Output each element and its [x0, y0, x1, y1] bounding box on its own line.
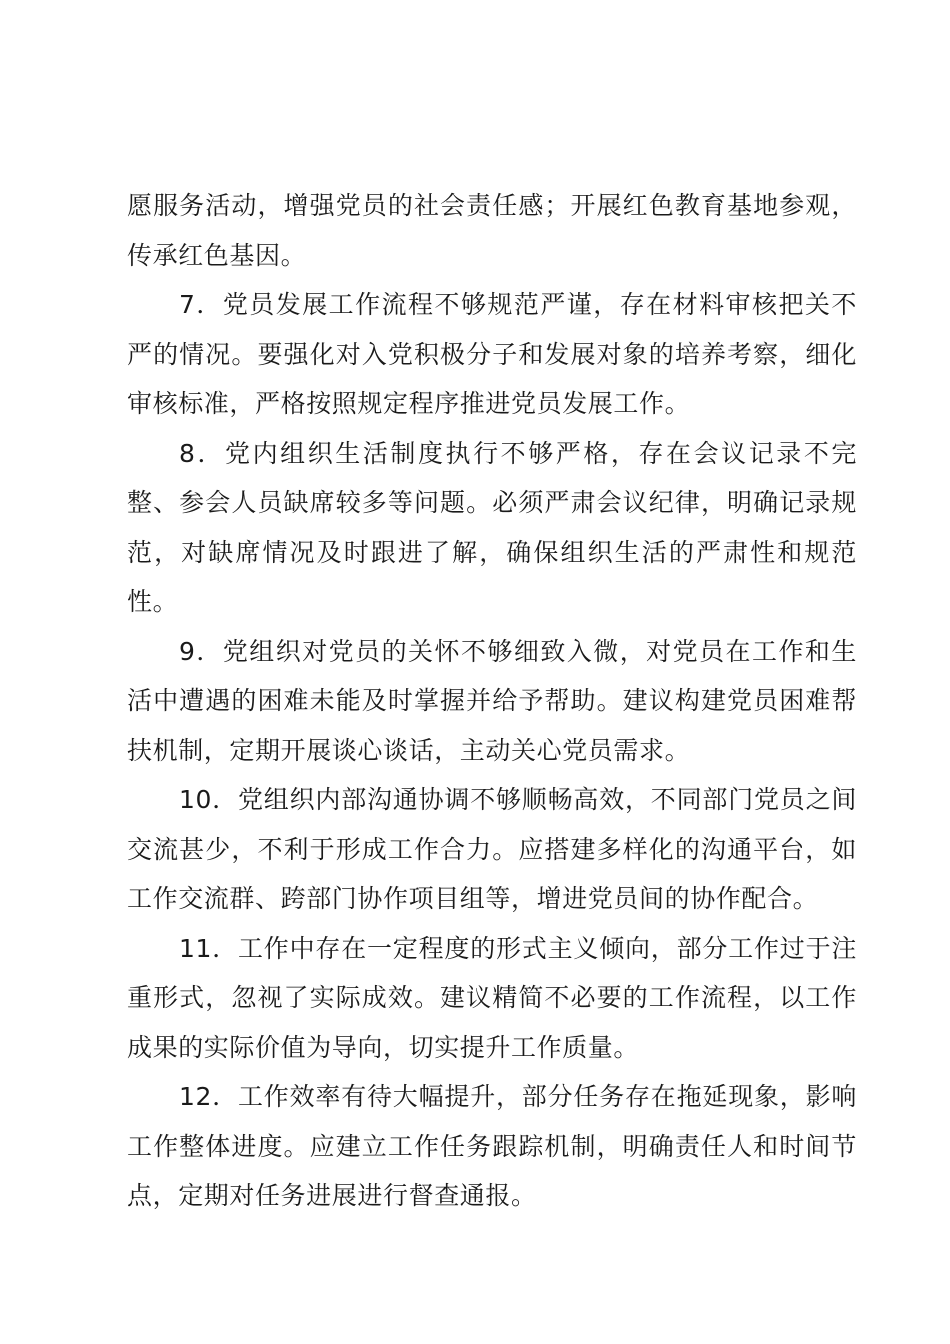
paragraph-item-10: 10．党组织内部沟通协调不够顺畅高效，不同部门党员之间交流甚少，不利于形成工作合力。应搭建多样化的沟通平台，如工作交流群、跨部门协作项目组等，增进党员间的协作配合。 — [127, 785, 857, 913]
document-body — [127, 181, 857, 1221]
paragraph-item-7: 7．党员发展工作流程不够规范严谨，存在材料审核把关不严的情况。要强化对入党积极分子和发展对象的培养考察，细化审核标准，严格按照规定程序推进党员发展工作。 — [127, 290, 857, 418]
paragraph-item-9: 9．党组织对党员的关怀不够细致入微，对党员在工作和生活中遭遇的困难未能及时掌握并给予帮助。建议构建党员困难帮扶机制，定期开展谈心谈话，主动关心党员需求。 — [127, 636, 857, 765]
paragraph-item-8: 8．党内组织生活制度执行不够严格，存在会议记录不完整、参会人员缺席较多等问题。必须严肃会议纪律，明确记录规范，对缺席情况及时跟进了解，确保组织生活的严肃性和规范性。 — [127, 438, 857, 616]
paragraph-continuation: 愿服务活动，增强党员的社会责任感；开展红色教育基地参观，传承红色基因。 — [127, 191, 857, 270]
paragraph-item-12: 12．工作效率有待大幅提升，部分任务存在拖延现象，影响工作整体进度。应建立工作任务跟踪机制，明确责任人和时间节点，定期对任务进展进行督查通报。 — [127, 1082, 857, 1210]
paragraph-item-11: 11．工作中存在一定程度的形式主义倾向，部分工作过于注重形式，忽视了实际成效。建议精简不必要的工作流程，以工作成果的实际价值为导向，切实提升工作质量。 — [127, 933, 857, 1062]
